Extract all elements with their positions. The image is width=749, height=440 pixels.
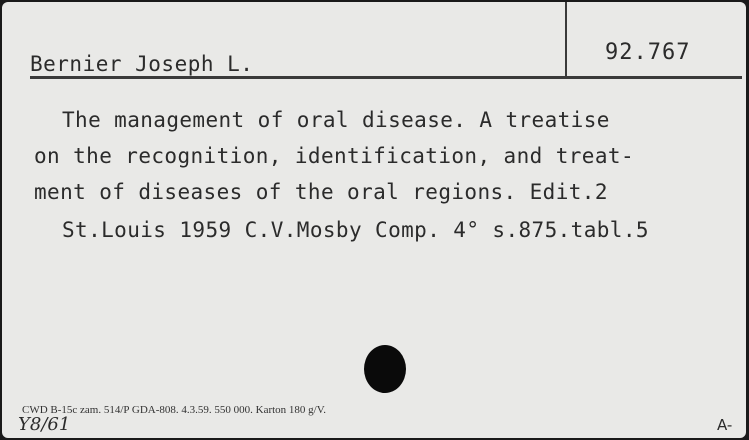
call-number: 92.767 [605, 40, 691, 65]
corner-mark: A- [717, 416, 733, 434]
header-divider-vertical [565, 2, 567, 78]
printer-footer: CWD B-15c zam. 514/P GDA-808. 4.3.59. 550 000. Karton 180 g/V. [22, 404, 327, 416]
punch-hole [364, 345, 406, 393]
author-heading: Bernier Joseph L. [30, 52, 254, 76]
title-line-2: on the recognition, identification, and treat- [34, 144, 634, 168]
header-rule [30, 76, 742, 79]
title-line-1: The management of oral disease. A treatise [62, 108, 610, 132]
title-line-3: ment of diseases of the oral regions. Edit.2 [34, 180, 608, 204]
catalog-card [2, 2, 746, 438]
handwritten-note: Y8/61 [18, 414, 71, 435]
imprint-line: St.Louis 1959 C.V.Mosby Comp. 4° s.875.tabl.5 [62, 218, 649, 242]
